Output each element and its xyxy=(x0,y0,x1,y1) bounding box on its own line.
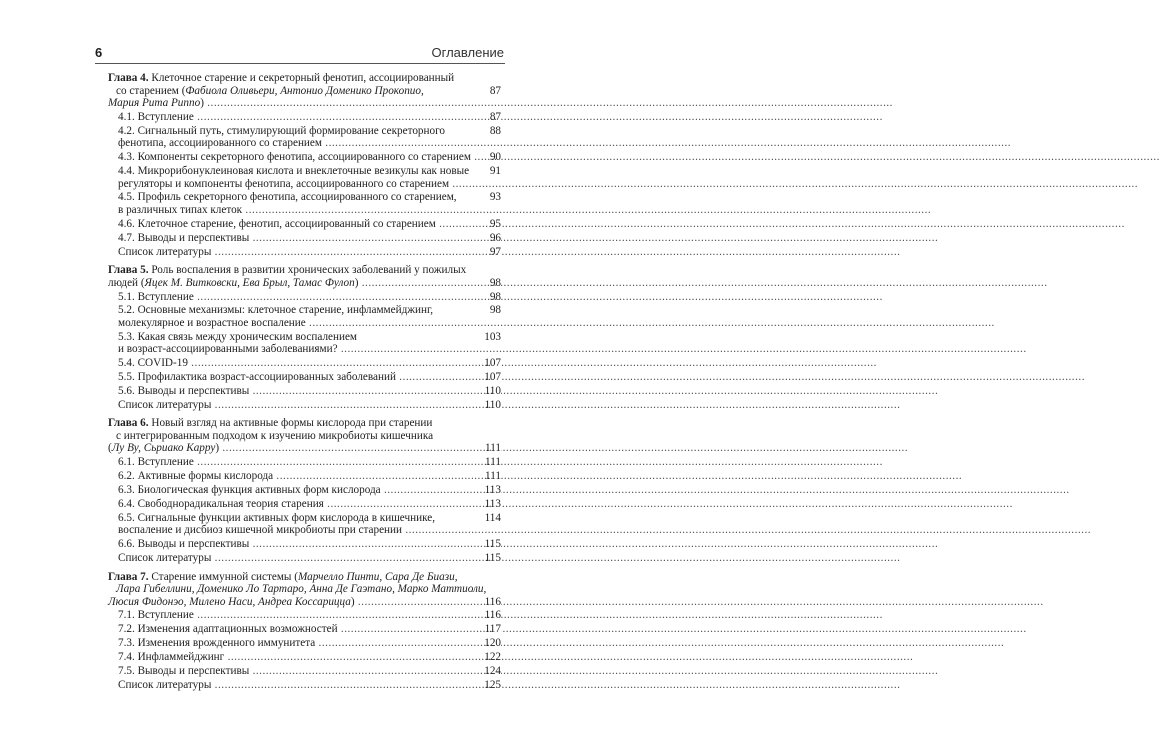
toc-entry[interactable] xyxy=(118,498,501,511)
toc-entry[interactable] xyxy=(118,651,501,664)
toc-entry[interactable] xyxy=(118,218,501,231)
page-ref: 113 xyxy=(484,497,501,510)
page-ref: 96 xyxy=(489,231,501,244)
toc-entry-title-cont: молекулярное и возрастное воспаление ..... xyxy=(127,317,501,330)
chapter-label: Глава 5. xyxy=(108,264,152,277)
page-ref: 116 xyxy=(484,609,501,622)
toc-entry-title: 5.6. Выводы и перспективы ..... xyxy=(127,385,501,398)
page-ref: 113 xyxy=(484,484,501,497)
page-ref: 111 xyxy=(485,470,501,483)
header-rule xyxy=(95,63,505,64)
page-ref: 117 xyxy=(484,623,501,636)
page-number: 6 xyxy=(95,45,103,60)
page-ref: 111 xyxy=(485,456,501,469)
chapter-5 xyxy=(108,264,501,411)
chapter-7 xyxy=(108,571,501,692)
chapter-label: Глава 6. xyxy=(108,417,152,430)
chapter-title: Клеточное старение и секреторный фенотип, ассоциированный xyxy=(151,72,455,84)
toc-entry-title-cont: регуляторы и компоненты фенотипа, ассоциированного со старением ..... xyxy=(127,178,501,191)
chapter-6 xyxy=(108,417,501,564)
toc-entry[interactable] xyxy=(118,165,501,190)
toc-entry[interactable] xyxy=(118,665,501,678)
toc-entry[interactable] xyxy=(118,470,501,483)
toc-entry-title: 7.1. Вступление ..... xyxy=(127,609,501,622)
chapter-title: Старение иммунной системы ( xyxy=(151,570,298,583)
toc-entry[interactable] xyxy=(118,232,501,245)
chapter-authors: Фабиола Оливьери, Антонио Доменико Прокопио, xyxy=(185,84,424,97)
toc-entry-title: 6.3. Биологическая функция активных форм кислорода ..... xyxy=(127,484,501,497)
toc-entry-title: Список литературы ..... xyxy=(127,399,501,412)
page-ref: 114 xyxy=(484,511,501,524)
chapter-title-end: ) xyxy=(200,97,204,109)
toc-entry-title: 4.7. Выводы и перспективы ..... xyxy=(127,232,501,245)
page-ref: 98 xyxy=(489,290,501,303)
chapter-7-heading[interactable] xyxy=(108,571,501,609)
toc-entry-title-cont: фенотипа, ассоциированного со старением ..... xyxy=(127,137,501,150)
toc-entry-title: 4.2. Сигнальный путь, стимулирующий формирование секреторного xyxy=(118,124,446,137)
toc-entry[interactable] xyxy=(118,623,501,636)
chapter-title-cont: со старением ( xyxy=(116,84,186,97)
toc-entry-title-cont: воспаление и дисбиоз кишечной микробиоты при старении ..... xyxy=(127,524,501,537)
toc-entry-title: 4.3. Компоненты секреторного фенотипа, ассоциированного со старением ..... xyxy=(127,151,501,164)
page-ref: 122 xyxy=(484,651,501,664)
page-ref: 87 xyxy=(489,84,501,97)
toc-entry-title: Список литературы ..... xyxy=(127,246,501,259)
chapter-6-heading[interactable] xyxy=(108,417,501,455)
toc-entry[interactable] xyxy=(118,385,501,398)
toc-entry-title-cont: и возраст-ассоциированными заболеваниями? ..... xyxy=(127,343,501,356)
page-ref: 103 xyxy=(484,330,501,343)
toc-entry-title: 6.1. Вступление ..... xyxy=(127,456,501,469)
chapter-title-cont: с интегрированным подходом к изучению микробиоты кишечника xyxy=(116,429,434,442)
toc-entry-title: 5.5. Профилактика возраст-ассоциированных заболеваний ..... xyxy=(127,371,501,384)
chapter-title: Новый взгляд на активные формы кислорода при старении xyxy=(151,417,433,430)
page-ref: 107 xyxy=(484,371,501,384)
toc-entry-title: 5.3. Какая связь между хроническим воспалением xyxy=(118,330,358,343)
toc-entry-title: 7.4. Инфламмейджинг ..... xyxy=(127,651,501,664)
toc-entry-title: Список литературы ..... xyxy=(127,552,501,565)
page-ref: 110 xyxy=(484,398,501,411)
chapter-label: Глава 4. xyxy=(108,72,152,84)
chapter-authors: Марчелло Пинти, Сара Де Биази, xyxy=(297,570,458,583)
page-ref: 95 xyxy=(489,217,501,230)
chapter-4-heading[interactable] xyxy=(108,72,501,110)
chapter-title-cont: ( xyxy=(108,442,112,455)
page-ref: 93 xyxy=(489,191,501,204)
chapter-authors: Люсия Фидонэо, Милено Наси, Андреа Коссарицца xyxy=(108,595,351,608)
chapter-title-end: ) xyxy=(354,276,359,289)
chapter-authors: Мария Рита Риппо xyxy=(108,97,201,109)
toc-entry[interactable] xyxy=(118,191,501,216)
running-title: Оглавление xyxy=(431,45,504,60)
page-ref: 115 xyxy=(484,552,501,565)
toc-entry-title: Список литературы ..... xyxy=(127,679,501,692)
toc-entry-title: 7.2. Изменения адаптационных возможностей ..... xyxy=(127,623,501,636)
page-ref: 124 xyxy=(484,665,501,678)
toc-entry[interactable] xyxy=(118,679,501,692)
chapter-title-cont: людей ( xyxy=(108,276,145,289)
page-ref: 91 xyxy=(489,165,501,178)
toc-entry[interactable] xyxy=(118,151,501,164)
toc-entry[interactable] xyxy=(118,304,501,329)
page-ref: 107 xyxy=(484,357,501,370)
chapter-4 xyxy=(108,72,501,258)
toc-entry-title: 5.2. Основные механизмы: клеточное старение, инфламмейджинг, xyxy=(118,304,434,317)
chapter-5-heading[interactable] xyxy=(108,264,501,289)
page-ref: 120 xyxy=(484,637,501,650)
toc-entry[interactable] xyxy=(118,291,501,304)
toc-entry-title-cont: в различных типах клеток ..... xyxy=(127,204,501,217)
toc-entry[interactable] xyxy=(118,538,501,551)
toc-entry-title: 4.4. Микрорибонуклеиновая кислота и внеклеточные везикулы как новые xyxy=(118,165,470,178)
table-of-contents xyxy=(108,72,501,697)
toc-entry[interactable] xyxy=(118,609,501,622)
toc-entry[interactable] xyxy=(118,456,501,469)
page-ref: 98 xyxy=(489,304,501,317)
chapter-title-end: ) xyxy=(350,595,355,608)
toc-entry-title: 6.2. Активные формы кислорода ..... xyxy=(127,470,501,483)
toc-entry[interactable] xyxy=(118,552,501,565)
toc-entry-title: 7.5. Выводы и перспективы ..... xyxy=(127,665,501,678)
toc-entry[interactable] xyxy=(118,125,501,150)
toc-entry-title: 5.1. Вступление ..... xyxy=(127,291,501,304)
page-ref: 90 xyxy=(489,151,501,164)
page-ref: 111 xyxy=(485,442,501,455)
toc-entry-title: 5.4. COVID-19 ..... xyxy=(127,357,501,370)
toc-entry[interactable] xyxy=(118,484,501,497)
chapter-label: Глава 7. xyxy=(108,570,152,583)
chapter-authors: Лу Ву, Сьриако Карру xyxy=(111,442,216,455)
chapter-authors: Лара Гибеллини, Доменико Ло Тартаро, Анна Де Гаэтано, Марко Маттиоли, xyxy=(116,583,487,596)
toc-entry-title: 4.6. Клеточное старение, фенотип, ассоциированный со старением ..... xyxy=(127,218,501,231)
toc-entry[interactable] xyxy=(118,111,501,124)
toc-entry[interactable] xyxy=(118,399,501,412)
chapter-title-end: ) xyxy=(215,442,220,455)
chapter-authors: Яцек М. Витковски, Ева Брыл, Тамас Фулоп xyxy=(144,276,355,289)
toc-entry-title: 7.3. Изменения врожденного иммунитета ..... xyxy=(127,637,501,650)
toc-entry[interactable] xyxy=(118,357,501,370)
toc-entry[interactable] xyxy=(118,371,501,384)
toc-entry-title: 4.5. Профиль секреторного фенотипа, ассоциированного со старением, xyxy=(118,191,457,204)
chapter-title: Роль воспаления в развитии хронических заболеваний у пожилых xyxy=(151,264,467,277)
page-ref: 88 xyxy=(489,124,501,137)
toc-entry-title: 6.5. Сигнальные функции активных форм кислорода в кишечнике, xyxy=(118,511,436,524)
page-ref: 116 xyxy=(484,595,501,608)
toc-entry[interactable] xyxy=(118,512,501,537)
page-ref: 87 xyxy=(489,110,501,123)
toc-entry[interactable] xyxy=(118,637,501,650)
page-ref: 97 xyxy=(489,245,501,258)
toc-entry[interactable] xyxy=(118,246,501,259)
toc-entry[interactable] xyxy=(118,331,501,356)
toc-entry-title: 6.4. Свободнорадикальная теория старения ..... xyxy=(127,498,501,511)
page-ref: 115 xyxy=(484,538,501,551)
toc-entry-title: 6.6. Выводы и перспективы ..... xyxy=(127,538,501,551)
toc-entry-title: 4.1. Вступление ..... xyxy=(127,111,501,124)
page-ref: 110 xyxy=(484,384,501,397)
page-ref: 98 xyxy=(489,276,501,289)
page-ref: 125 xyxy=(484,678,501,691)
